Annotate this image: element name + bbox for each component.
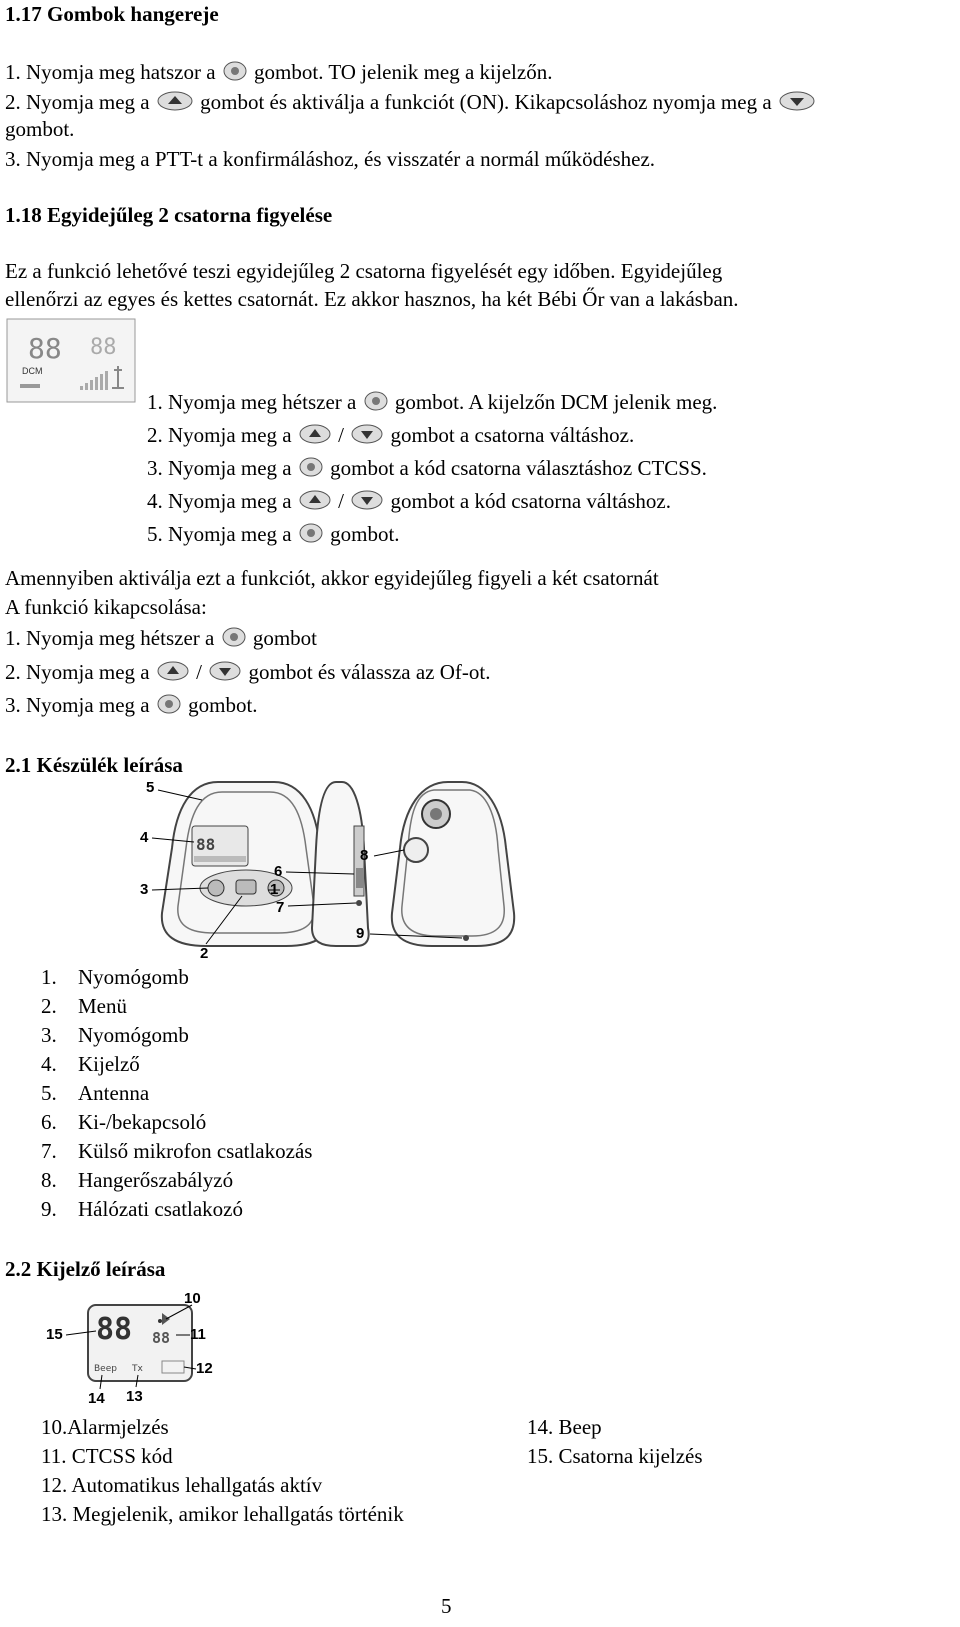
legend-item: 15. Csatorna kijelzés <box>527 1444 703 1468</box>
step-text: 3. Nyomja meg a <box>147 456 292 480</box>
step-text: 1. Nyomja meg hétszer a <box>147 390 357 414</box>
step-text: 2. Nyomja meg a <box>147 423 292 447</box>
down-button-icon <box>777 90 817 112</box>
paragraph-line-2: ellenőrzi az egyes és kettes csatornát. Ez akkor hasznos, ha két Bébi Őr van a lakásban. <box>5 287 739 311</box>
callout-11: 11 <box>190 1326 206 1343</box>
step-1-18-3 <box>147 456 707 480</box>
legend-item: 13. Megjelenik, amikor lehallgatás történik <box>41 1502 404 1526</box>
lcd-digits: 88 <box>28 332 62 365</box>
list-item: 3. Nyomógomb <box>41 1023 189 1047</box>
callout-5: 5 <box>146 779 155 796</box>
section-title-1-18: 1.18 Egyidejűleg 2 csatorna figyelése <box>5 203 333 227</box>
callout-10: 10 <box>184 1290 201 1307</box>
step-text: 1. Nyomja meg hétszer a <box>5 626 215 650</box>
list-item: 5. Antenna <box>41 1081 150 1105</box>
up-button-icon <box>155 90 195 112</box>
up-button-icon <box>155 660 191 682</box>
step-1-17-1 <box>5 60 552 84</box>
list-item: 6. Ki-/bekapcsoló <box>41 1110 207 1134</box>
lcd-small-digits: 88 <box>90 335 117 360</box>
down-button-icon <box>207 660 243 682</box>
step-text: gombot. A kijelzőn DCM jelenik meg. <box>394 390 718 414</box>
step-text: gombot. <box>330 522 400 546</box>
callout-1: 1 <box>270 881 279 898</box>
lcd-dcm-label: DCM <box>22 366 43 376</box>
step-1-18-1 <box>147 390 717 414</box>
section-title-2-1: 2.1 Készülék leírása <box>5 753 183 777</box>
callout-12: 12 <box>196 1360 213 1377</box>
list-item: 9. Hálózati csatlakozó <box>41 1197 244 1221</box>
callout-2: 2 <box>200 945 209 958</box>
up-button-icon <box>297 423 333 445</box>
callout-15: 15 <box>46 1326 63 1343</box>
menu-button-icon <box>297 522 325 544</box>
callout-8: 8 <box>360 847 369 864</box>
step-text: 3. Nyomja meg a <box>5 693 150 717</box>
page-number: 5 <box>441 1594 452 1618</box>
display-diagram <box>40 1283 230 1408</box>
display-beep-label: Beep <box>94 1364 117 1374</box>
up-button-icon <box>297 489 333 511</box>
callout-14: 14 <box>88 1390 105 1407</box>
callout-4: 4 <box>140 829 149 846</box>
step-text: 2. Nyomja meg a <box>5 90 150 114</box>
menu-button-icon <box>297 456 325 478</box>
callout-6: 6 <box>274 863 283 880</box>
device-illustration <box>136 778 516 958</box>
down-button-icon <box>349 489 385 511</box>
menu-button-icon <box>221 60 249 82</box>
menu-button-icon <box>362 390 390 412</box>
menu-button-icon <box>155 693 183 715</box>
off-step-3 <box>5 693 258 717</box>
callout-7: 7 <box>276 899 285 916</box>
step-1-18-4 <box>147 489 671 513</box>
step-text: gombot. TO jelenik meg a kijelzőn. <box>254 60 553 84</box>
list-item: 2. Menü <box>41 994 127 1018</box>
legend-item: 14. Beep <box>527 1415 602 1439</box>
legend-item: 12. Automatikus lehallgatás aktív <box>41 1473 323 1497</box>
step-text: gombot és válassza az Of-ot. <box>248 660 491 684</box>
step-text: 2. Nyomja meg a <box>5 660 150 684</box>
off-step-1 <box>5 626 317 650</box>
legend-item: 10.Alarmjelzés <box>41 1415 169 1439</box>
slash-separator: / <box>338 489 344 513</box>
paragraph-line-1: Ez a funkció lehetővé teszi egyidejűleg 2 csatorna figyelését egy időben. Egyidejűleg <box>5 259 723 283</box>
step-text: 4. Nyomja meg a <box>147 489 292 513</box>
callout-3: 3 <box>140 881 149 898</box>
step-text: 5. Nyomja meg a <box>147 522 292 546</box>
dcm-display-image <box>6 318 136 403</box>
step-text: gombot a kód csatorna választáshoz CTCSS. <box>330 456 707 480</box>
list-item: 1. Nyomógomb <box>41 965 189 989</box>
device-screen-digits: 88 <box>196 835 216 854</box>
display-tx-label: Tx <box>132 1364 143 1374</box>
callout-13: 13 <box>126 1388 143 1405</box>
section-title-1-17: 1.17 Gombok hangereje <box>5 2 219 26</box>
slash-separator: / <box>338 423 344 447</box>
slash-separator: / <box>196 660 202 684</box>
down-button-icon <box>349 423 385 445</box>
step-text: gombot. <box>188 693 258 717</box>
callout-9: 9 <box>356 925 365 942</box>
display-big-digits: 88 <box>96 1312 133 1347</box>
section-title-2-2: 2.2 Kijelző leírása <box>5 1257 166 1281</box>
off-step-2 <box>5 660 491 684</box>
step-1-17-2 <box>5 90 817 114</box>
step-1-18-5 <box>147 522 400 546</box>
step-1-18-2 <box>147 423 634 447</box>
step-1-17-3: 3. Nyomja meg a PTT-t a konfirmáláshoz, és visszatér a normál működéshez. <box>5 147 656 171</box>
list-item: 7. Külső mikrofon csatlakozás <box>41 1139 313 1163</box>
step-text: gombot és aktiválja a funkciót (ON). Kikapcsoláshoz nyomja meg a <box>200 90 772 114</box>
legend-item: 11. CTCSS kód <box>41 1444 173 1468</box>
step-1-17-2-cont: gombot. <box>5 117 75 141</box>
note-line-2: A funkció kikapcsolása: <box>5 595 207 619</box>
display-small-digits: 88 <box>152 1329 171 1347</box>
note-line-1: Amennyiben aktiválja ezt a funkciót, akkor egyidejűleg figyeli a két csatornát <box>5 566 659 590</box>
step-text: 1. Nyomja meg hatszor a <box>5 60 216 84</box>
step-text: gombot a kód csatorna váltáshoz. <box>390 489 671 513</box>
list-item: 4. Kijelző <box>41 1052 140 1076</box>
list-item: 8. Hangerőszabályzó <box>41 1168 234 1192</box>
step-text: gombot <box>252 626 318 650</box>
menu-button-icon <box>220 626 248 648</box>
step-text: gombot a csatorna váltáshoz. <box>390 423 635 447</box>
